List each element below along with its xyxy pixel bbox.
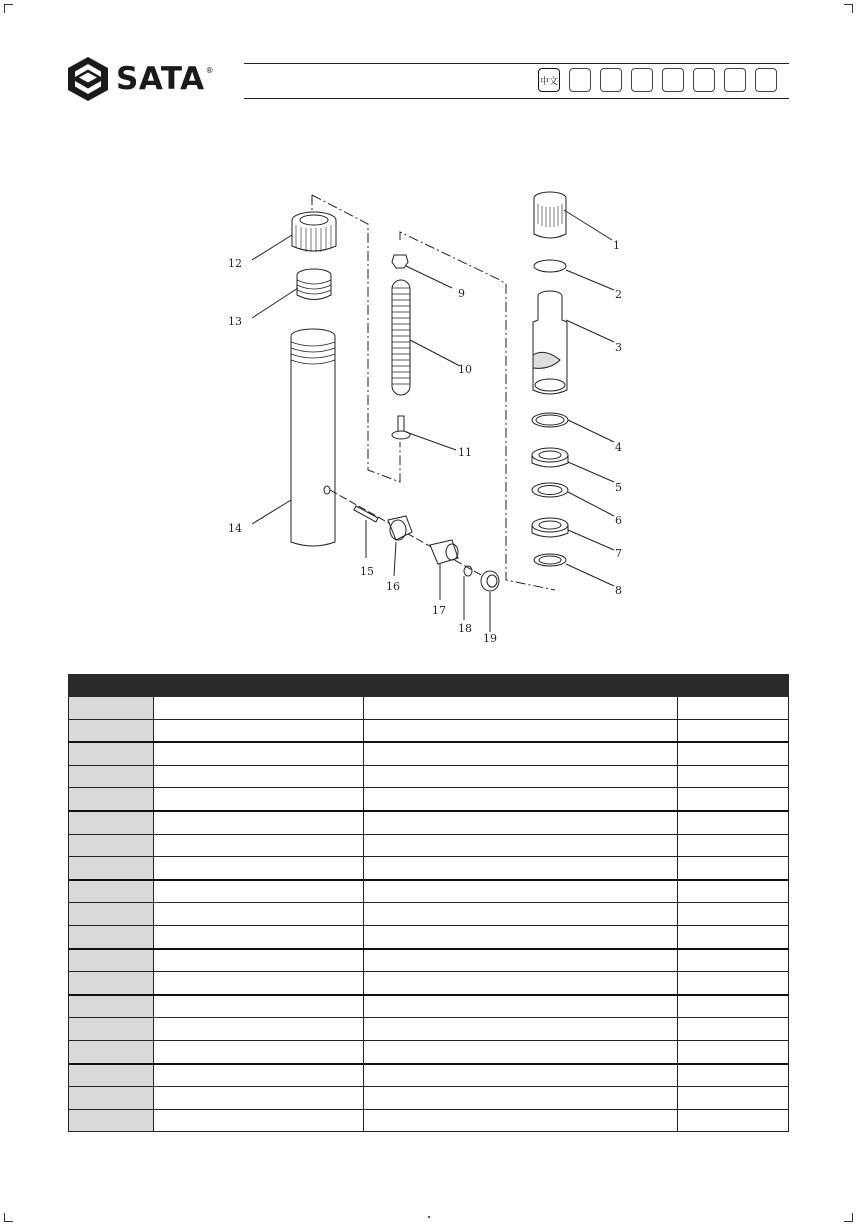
quantity-cell: [678, 880, 789, 903]
index-cell: [69, 949, 154, 972]
code-cell: [154, 811, 364, 834]
code-cell: [154, 857, 364, 880]
callout-7: 7: [615, 547, 622, 560]
code-cell: [154, 903, 364, 926]
column-header-description: [364, 675, 678, 697]
description-cell: [364, 1087, 678, 1110]
quantity-cell: [678, 1109, 789, 1132]
part-11-bolt: [392, 416, 410, 439]
part-10-spring: [392, 280, 410, 395]
parts-table-body: [69, 697, 789, 1132]
table-row: [69, 880, 789, 903]
table-row: [69, 903, 789, 926]
parts-table-header: [69, 675, 789, 697]
index-cell: [69, 834, 154, 857]
callout-8: 8: [615, 584, 622, 597]
quantity-cell: [678, 995, 789, 1018]
code-cell: [154, 1064, 364, 1087]
language-tab-3[interactable]: [600, 68, 622, 92]
quantity-cell: [678, 949, 789, 972]
callout-12: 12: [228, 257, 242, 270]
index-cell: [69, 811, 154, 834]
index-cell: [69, 1087, 154, 1110]
table-row: [69, 995, 789, 1018]
code-cell: [154, 880, 364, 903]
index-cell: [69, 903, 154, 926]
page-mark: [428, 1216, 430, 1218]
callout-17: 17: [432, 604, 446, 617]
description-cell: [364, 925, 678, 948]
sata-hexagon-icon: [66, 56, 110, 102]
exploded-parts-diagram: [200, 180, 660, 650]
index-cell: [69, 719, 154, 742]
index-cell: [69, 788, 154, 811]
callout-5: 5: [615, 481, 622, 494]
parts-table: [68, 674, 789, 1132]
column-header-index: [69, 675, 154, 697]
code-cell: [154, 1109, 364, 1132]
description-cell: [364, 1109, 678, 1132]
description-cell: [364, 834, 678, 857]
index-cell: [69, 880, 154, 903]
part-2-clip-ring: [534, 260, 566, 272]
crop-mark-top-left: [4, 4, 13, 13]
quantity-cell: [678, 1087, 789, 1110]
quantity-cell: [678, 857, 789, 880]
language-tab-2[interactable]: [569, 68, 591, 92]
callout-3: 3: [615, 341, 622, 354]
table-row: [69, 742, 789, 765]
code-cell: [154, 765, 364, 788]
index-cell: [69, 742, 154, 765]
code-cell: [154, 995, 364, 1018]
description-cell: [364, 972, 678, 995]
language-tab-8[interactable]: [755, 68, 777, 92]
description-cell: [364, 719, 678, 742]
index-cell: [69, 857, 154, 880]
callout-4: 4: [615, 441, 622, 454]
description-cell: [364, 765, 678, 788]
description-cell: [364, 857, 678, 880]
part-3-sleeve: [533, 291, 567, 394]
code-cell: [154, 949, 364, 972]
callout-2: 2: [615, 288, 622, 301]
brand-name: SATA: [116, 61, 205, 97]
crop-mark-top-right: [844, 4, 853, 13]
part-9-nut: [392, 255, 408, 268]
quantity-cell: [678, 925, 789, 948]
part-5-bushing: [532, 448, 568, 467]
part-12-knurled-nut: [292, 212, 336, 252]
description-cell: [364, 949, 678, 972]
description-cell: [364, 995, 678, 1018]
callout-16: 16: [386, 580, 400, 593]
column-header-quantity: [678, 675, 789, 697]
part-6-washer: [532, 483, 568, 497]
header-rule-top: [244, 63, 789, 64]
index-cell: [69, 765, 154, 788]
part-19-plug: [481, 571, 499, 591]
code-cell: [154, 925, 364, 948]
callout-14: 14: [228, 522, 242, 535]
language-selector: [538, 68, 777, 92]
table-row: [69, 765, 789, 788]
table-row: [69, 811, 789, 834]
index-cell: [69, 1040, 154, 1063]
quantity-cell: [678, 1040, 789, 1063]
callout-10: 10: [458, 363, 472, 376]
table-row: [69, 788, 789, 811]
quantity-cell: [678, 972, 789, 995]
column-header-code: [154, 675, 364, 697]
crop-mark-bottom-left: [4, 1213, 13, 1222]
part-7-bushing: [532, 518, 568, 537]
callout-9: 9: [458, 287, 465, 300]
description-cell: [364, 1040, 678, 1063]
callout-13: 13: [228, 315, 242, 328]
language-tab-7[interactable]: [724, 68, 746, 92]
code-cell: [154, 972, 364, 995]
language-tab-chinese[interactable]: 中文: [538, 68, 560, 92]
index-cell: [69, 697, 154, 720]
index-cell: [69, 1064, 154, 1087]
table-row: [69, 1064, 789, 1087]
quantity-cell: [678, 903, 789, 926]
index-cell: [69, 995, 154, 1018]
language-tab-5[interactable]: [662, 68, 684, 92]
crop-mark-bottom-right: [844, 1213, 853, 1222]
description-cell: [364, 1064, 678, 1087]
callout-15: 15: [360, 565, 374, 578]
description-cell: [364, 742, 678, 765]
part-8-seal-ring: [534, 554, 566, 566]
table-row: [69, 972, 789, 995]
table-row: [69, 834, 789, 857]
table-row: [69, 1087, 789, 1110]
language-tab-6[interactable]: [693, 68, 715, 92]
description-cell: [364, 903, 678, 926]
quantity-cell: [678, 834, 789, 857]
language-tab-4[interactable]: [631, 68, 653, 92]
registered-mark: ®: [205, 66, 214, 75]
part-1-cap: [534, 192, 566, 238]
description-cell: [364, 697, 678, 720]
code-cell: [154, 1040, 364, 1063]
table-row: [69, 949, 789, 972]
part-15-pin: [354, 506, 378, 522]
description-cell: [364, 1018, 678, 1041]
code-cell: [154, 1018, 364, 1041]
table-row: [69, 719, 789, 742]
header-rule-bottom: [244, 98, 789, 99]
code-cell: [154, 1087, 364, 1110]
index-cell: [69, 1109, 154, 1132]
table-row: [69, 697, 789, 720]
table-row: [69, 925, 789, 948]
index-cell: [69, 925, 154, 948]
callout-1: 1: [613, 239, 620, 252]
quantity-cell: [678, 719, 789, 742]
part-13-threaded-ring: [297, 269, 331, 300]
description-cell: [364, 880, 678, 903]
table-row: [69, 1040, 789, 1063]
code-cell: [154, 719, 364, 742]
code-cell: [154, 742, 364, 765]
code-cell: [154, 788, 364, 811]
table-row: [69, 1109, 789, 1132]
quantity-cell: [678, 788, 789, 811]
quantity-cell: [678, 1064, 789, 1087]
table-row: [69, 857, 789, 880]
part-16-fitting: [388, 516, 412, 540]
quantity-cell: [678, 811, 789, 834]
index-cell: [69, 972, 154, 995]
description-cell: [364, 788, 678, 811]
quantity-cell: [678, 1018, 789, 1041]
callout-19: 19: [483, 632, 497, 645]
code-cell: [154, 834, 364, 857]
brand-logo: [66, 56, 214, 102]
quantity-cell: [678, 697, 789, 720]
quantity-cell: [678, 765, 789, 788]
callout-11: 11: [458, 446, 472, 459]
quantity-cell: [678, 742, 789, 765]
code-cell: [154, 697, 364, 720]
part-4-washer: [532, 413, 568, 427]
index-cell: [69, 1018, 154, 1041]
callout-18: 18: [458, 622, 472, 635]
table-row: [69, 1018, 789, 1041]
description-cell: [364, 811, 678, 834]
part-17-valve-body: [430, 540, 458, 564]
callout-6: 6: [615, 514, 622, 527]
part-14-cylinder: [291, 329, 335, 546]
